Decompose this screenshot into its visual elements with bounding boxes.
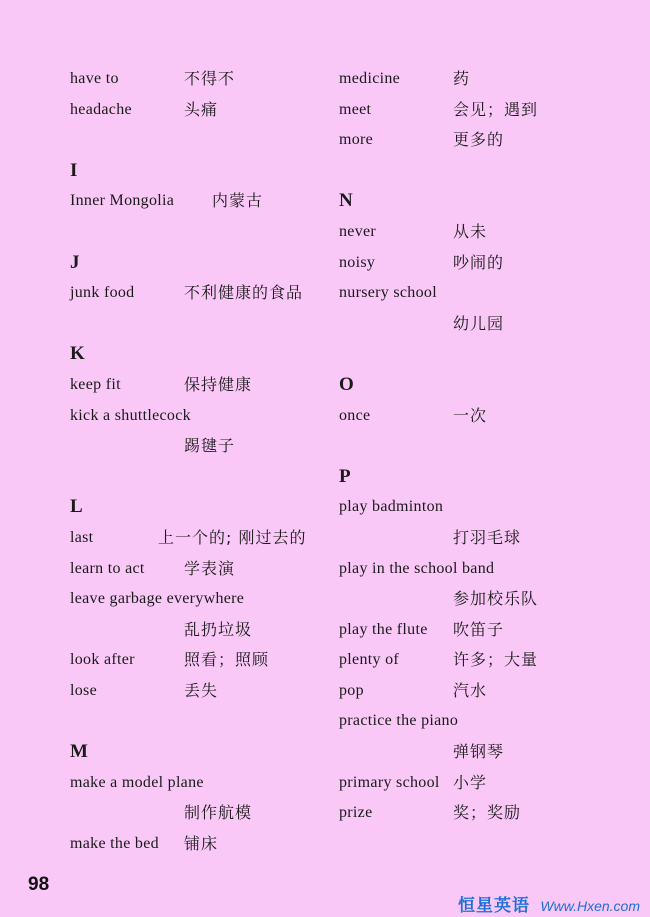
spacer bbox=[70, 462, 330, 493]
spacer bbox=[339, 431, 609, 462]
chinese-meaning: 踢毽子 bbox=[184, 436, 236, 456]
english-term: play badminton bbox=[339, 498, 444, 516]
section-letter bbox=[339, 462, 609, 493]
english-term: noisy bbox=[339, 253, 376, 271]
vocab-entry bbox=[70, 829, 330, 860]
vocab-entry bbox=[339, 217, 609, 248]
section-letter bbox=[339, 186, 609, 217]
section-letter-text: M bbox=[70, 741, 89, 763]
section-letter-text: O bbox=[339, 373, 355, 395]
watermark-brand: 恒星英语 bbox=[457, 896, 530, 915]
section-letter bbox=[70, 156, 330, 187]
english-term: lose bbox=[70, 681, 97, 699]
section-letter-text: N bbox=[339, 190, 354, 212]
vocab-entry bbox=[70, 615, 330, 646]
chinese-meaning: 许多；大量 bbox=[453, 650, 539, 670]
spacer bbox=[339, 156, 609, 187]
english-term: Inner Mongolia bbox=[70, 192, 175, 210]
vocab-entry bbox=[339, 523, 609, 554]
vocab-entry bbox=[70, 370, 330, 401]
spacer bbox=[70, 125, 330, 156]
chinese-meaning: 不得不 bbox=[184, 69, 236, 88]
chinese-meaning: 会见；遇到 bbox=[453, 99, 539, 119]
vocab-entry bbox=[339, 706, 609, 737]
english-term: look after bbox=[70, 651, 135, 669]
chinese-meaning: 上一个的; 刚过去的 bbox=[158, 527, 307, 547]
section-letter bbox=[70, 339, 330, 370]
section-letter bbox=[70, 492, 330, 523]
section-letter bbox=[70, 737, 330, 768]
vocab-entry bbox=[70, 676, 330, 707]
chinese-meaning: 吹笛子 bbox=[453, 619, 505, 639]
english-term: make the bed bbox=[70, 834, 159, 852]
chinese-meaning: 学表演 bbox=[184, 558, 236, 578]
chinese-meaning: 吵闹的 bbox=[453, 252, 505, 272]
vocab-entry bbox=[70, 554, 330, 585]
english-term: play in the school band bbox=[339, 559, 495, 577]
section-letter-text: I bbox=[70, 159, 78, 181]
vocab-entry bbox=[70, 431, 330, 462]
vocab-entry bbox=[339, 768, 609, 799]
english-term: meet bbox=[339, 100, 372, 118]
chinese-meaning: 头痛 bbox=[184, 99, 219, 119]
chinese-meaning: 更多的 bbox=[453, 130, 505, 150]
right-column bbox=[339, 64, 609, 829]
english-term: nursery school bbox=[339, 284, 437, 302]
chinese-meaning: 药 bbox=[453, 69, 471, 88]
chinese-meaning: 保持健康 bbox=[184, 374, 253, 394]
chinese-meaning: 参加校乐队 bbox=[453, 589, 539, 609]
english-term: leave garbage everywhere bbox=[70, 590, 245, 608]
vocab-entry bbox=[339, 584, 609, 615]
spacer bbox=[70, 309, 330, 340]
section-letter bbox=[339, 370, 609, 401]
vocab-entry bbox=[70, 64, 330, 95]
chinese-meaning: 一次 bbox=[453, 405, 488, 425]
chinese-meaning: 不利健康的食品 bbox=[184, 283, 304, 303]
chinese-meaning: 汽水 bbox=[453, 680, 488, 700]
english-term: make a model plane bbox=[70, 773, 204, 791]
section-letter-text: K bbox=[70, 343, 86, 365]
section-letter-text: J bbox=[70, 251, 80, 273]
english-term: once bbox=[339, 406, 371, 424]
vocab-entry bbox=[70, 768, 330, 799]
english-term: pop bbox=[339, 681, 364, 699]
spacer bbox=[339, 339, 609, 370]
chinese-meaning: 奖；奖励 bbox=[453, 803, 522, 823]
vocab-entry bbox=[339, 248, 609, 279]
vocab-entry bbox=[339, 615, 609, 646]
english-term: prize bbox=[339, 804, 373, 822]
vocab-entry bbox=[70, 523, 330, 554]
english-term: primary school bbox=[339, 773, 440, 791]
section-letter bbox=[70, 248, 330, 279]
watermark[interactable] bbox=[458, 891, 640, 916]
chinese-meaning: 照看；照顾 bbox=[184, 650, 270, 670]
vocab-entry bbox=[339, 645, 609, 676]
english-term: junk food bbox=[70, 284, 135, 302]
english-term: kick a shuttlecock bbox=[70, 406, 191, 424]
english-term: medicine bbox=[339, 70, 401, 87]
english-term: play the flute bbox=[339, 620, 428, 638]
vocab-entry bbox=[70, 186, 330, 217]
chinese-meaning: 铺床 bbox=[184, 833, 219, 853]
english-term: last bbox=[70, 528, 94, 546]
chinese-meaning: 幼儿园 bbox=[453, 313, 505, 333]
vocab-entry bbox=[339, 64, 609, 95]
vocab-entry bbox=[70, 278, 330, 309]
section-letter-text: L bbox=[70, 496, 83, 518]
vocab-entry bbox=[70, 95, 330, 126]
vocab-entry bbox=[70, 401, 330, 432]
vocab-entry bbox=[339, 278, 609, 309]
english-term: plenty of bbox=[339, 651, 400, 669]
chinese-meaning: 小学 bbox=[453, 772, 488, 792]
spacer bbox=[70, 706, 330, 737]
vocab-entry bbox=[339, 492, 609, 523]
chinese-meaning: 乱扔垃圾 bbox=[184, 619, 253, 639]
vocab-entry bbox=[70, 645, 330, 676]
chinese-meaning: 丢失 bbox=[184, 680, 219, 700]
spacer bbox=[70, 217, 330, 248]
chinese-meaning: 从未 bbox=[453, 221, 488, 241]
section-letter-text: P bbox=[339, 465, 351, 487]
vocab-entry bbox=[70, 798, 330, 829]
chinese-meaning: 制作航模 bbox=[184, 803, 253, 823]
english-term: headache bbox=[70, 100, 132, 118]
vocab-entry bbox=[339, 309, 609, 340]
page-number: 98 bbox=[28, 874, 50, 895]
vocab-entry bbox=[70, 584, 330, 615]
vocab-entry bbox=[339, 798, 609, 829]
vocab-entry bbox=[339, 401, 609, 432]
vocab-entry bbox=[339, 554, 609, 585]
english-term: learn to act bbox=[70, 559, 145, 577]
english-term: never bbox=[339, 222, 377, 240]
vocab-entry bbox=[339, 125, 609, 156]
english-term: have to bbox=[70, 70, 119, 87]
chinese-meaning: 打羽毛球 bbox=[453, 527, 522, 547]
english-term: practice the piano bbox=[339, 712, 459, 730]
chinese-meaning: 内蒙古 bbox=[212, 191, 264, 211]
english-term: keep fit bbox=[70, 375, 121, 393]
left-column bbox=[70, 64, 330, 859]
vocab-entry bbox=[339, 676, 609, 707]
chinese-meaning: 弹钢琴 bbox=[453, 742, 505, 762]
watermark-url[interactable]: Www.Hxen.com bbox=[540, 898, 640, 914]
vocab-entry bbox=[339, 737, 609, 768]
vocab-entry bbox=[339, 95, 609, 126]
english-term: more bbox=[339, 131, 374, 149]
